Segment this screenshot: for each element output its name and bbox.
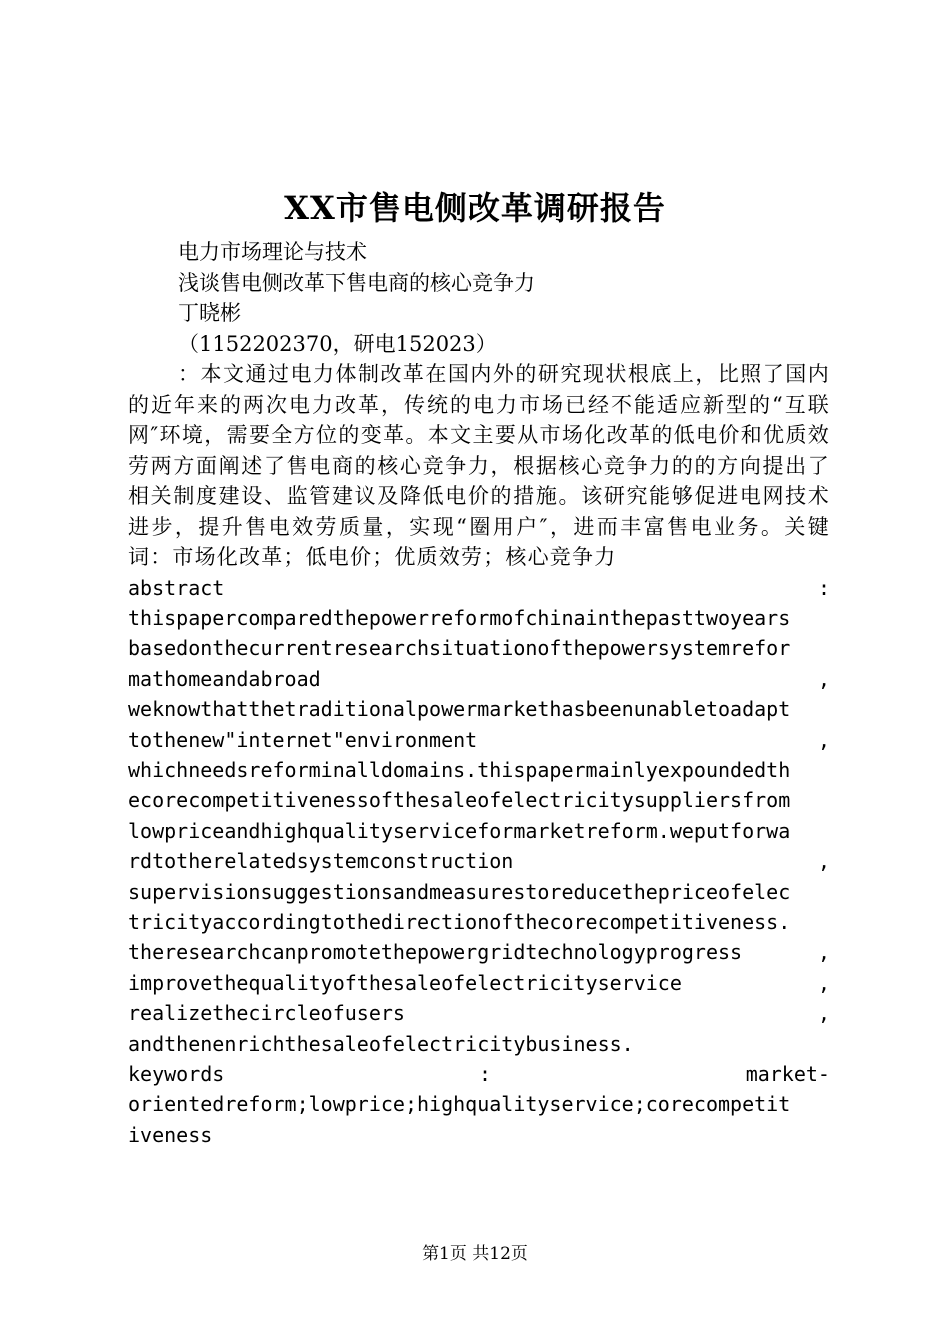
abstract-line: rdtotherelatedsystemconstruction , (128, 849, 830, 874)
abstract-chinese: ：本文通过电力体制改革在国内外的研究现状根底上，比照了国内的近年来的两次电力改革，传统的电力市场已经不能适应新型的“互联网″环境，需要全方位的变革。本文主要从市场化改革的低电价和优质效劳两方面阐述了售电商的核心竞争力，根据核心竞争力的的方向提出了相关制度建设、监管建议及降低电价的措施。该研究能够促进电网技术进步，提升售电效劳质量，实现“圈用户″，进而丰富售电业务。关键词：市场化改革；低电价；优质效劳；核心竞争力 (128, 362, 830, 569)
document-body (128, 237, 830, 1150)
page-footer: 第1页 共12页 (422, 1244, 528, 1264)
abstract-line: lowpriceandhighqualityserviceformarketreform.weputforwa (128, 818, 791, 843)
document-title: XX市售电侧改革调研报告 (284, 189, 666, 227)
abstract-line: ecorecompetitivenessofthesaleofelectricitysuppliersfrom (128, 788, 791, 813)
abstract-line: whichneedsreforminalldomains.thispapermainlyexpoundedth (128, 757, 791, 782)
abstract-english (128, 573, 830, 1151)
abstract-line: mathomeandabroad , (128, 666, 830, 691)
course-name: 电力市场理论与技术 (178, 240, 367, 264)
abstract-line: weknowthatthetraditionalpowermarkethasbeenunabletoadapt (128, 697, 791, 722)
keywords-line: iveness (128, 1122, 213, 1147)
abstract-line: tothenew"internet"environment , (128, 727, 830, 752)
author-name: 丁晓彬 (178, 301, 241, 325)
abstract-line: realizethecircleofusers , (128, 1001, 830, 1026)
author-id: （1152202370，研电152023） (178, 331, 497, 356)
abstract-line: tricityaccordingtothedirectionofthecorecompetitiveness. (128, 909, 791, 934)
keywords-label-line: keywords : market- (128, 1062, 830, 1086)
abstract-line: improvethequalityofthesaleofelectricityservice , (128, 970, 830, 995)
keywords-line: orientedreform;lowprice;highqualityservice;corecompetit (128, 1092, 791, 1117)
abstract-line: supervisionsuggestionsandmeasurestoreducethepriceofelec (128, 879, 791, 904)
abstract-line: andthenenrichthesaleofelectricitybusiness. (128, 1031, 634, 1056)
abstract-line: theresearchcanpromotethepowergridtechnologyprogress , (128, 940, 830, 965)
abstract-label-line: abstract : (128, 575, 830, 600)
abstract-line: basedonthecurrentresearchsituationofthepowersystemrefor (128, 636, 791, 661)
abstract-line: thispapercomparedthepowerreformofchinainthepasttwoyears (128, 605, 791, 630)
paper-title: 浅谈售电侧改革下售电商的核心竞争力 (178, 270, 535, 295)
